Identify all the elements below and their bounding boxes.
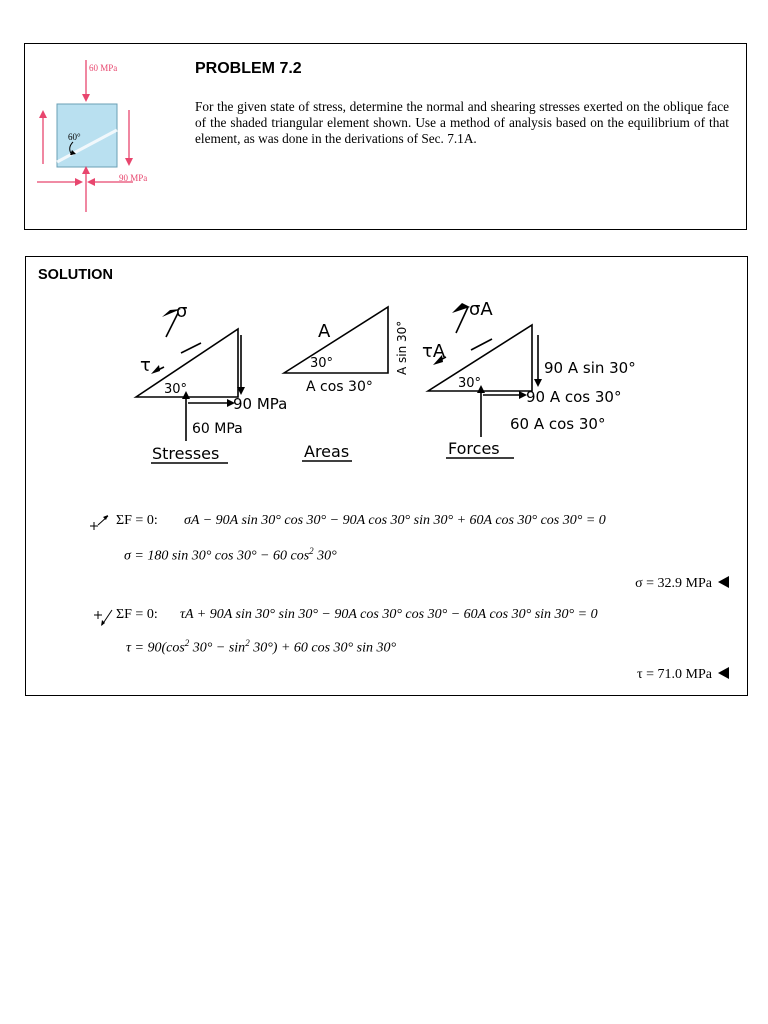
areas-base: A cos 30° bbox=[306, 379, 373, 395]
normal-direction-icon bbox=[88, 513, 114, 531]
problem-title: PROBLEM 7.2 bbox=[195, 60, 302, 77]
areas-hyp: A bbox=[318, 321, 331, 342]
solution-box bbox=[25, 256, 748, 696]
result-marker-icon bbox=[718, 667, 729, 679]
stresses-caption: Stresses bbox=[152, 444, 220, 463]
stresses-angle: 30° bbox=[164, 382, 188, 397]
eq1-prefix: ΣF = 0: bbox=[116, 513, 158, 528]
problem-statement: For the given state of stress, determine the normal and shearing stresses exerted on the oblique face of the shaded triangular element shown. Use a method of analysis based on the equilibrium of that element, as was done in the derivations of Sec. 7.1A. bbox=[195, 99, 729, 146]
stress-element-figure bbox=[33, 52, 183, 227]
stresses-tau: τ bbox=[140, 355, 151, 376]
eq3-prefix: ΣF = 0: bbox=[116, 607, 158, 622]
eq1-sigma-equilibrium: σA − 90A sin 30° cos 30° − 90A cos 30° sin 30° + 60A cos 30° cos 30° = 0 bbox=[184, 513, 606, 528]
forces-v-force2: 60 A cos 30° bbox=[510, 415, 606, 433]
forces-caption: Forces bbox=[448, 439, 500, 458]
forces-tau: τA bbox=[422, 341, 446, 362]
areas-caption: Areas bbox=[304, 442, 350, 461]
solution-title: SOLUTION bbox=[38, 267, 113, 283]
angle-label: 60° bbox=[68, 132, 81, 142]
stresses-sigma: σ bbox=[176, 301, 188, 322]
eq2-sigma-expression: σ = 180 sin 30° cos 30° − 60 $\cos^2 30^\circ$ bbox=[124, 546, 337, 564]
problem-box bbox=[24, 43, 747, 230]
forces-v-force: 90 A sin 30° bbox=[544, 359, 636, 377]
forces-angle: 30° bbox=[458, 376, 482, 391]
stresses-v-load: 60 MPa bbox=[192, 421, 243, 437]
areas-side: A sin 30° bbox=[395, 320, 409, 375]
free-body-sketches bbox=[126, 295, 646, 470]
result-marker-icon bbox=[718, 576, 729, 588]
forces-sigma: σA bbox=[469, 299, 493, 320]
areas-angle: 30° bbox=[310, 356, 334, 371]
eq4-tau-expression: $\tau = 90(\cos^2$ $30^\circ - \sin^2 30^\circ) + 60$ cos 30° sin 30° bbox=[126, 638, 397, 656]
result-sigma: σ = 32.9 MPa bbox=[635, 576, 729, 592]
result-tau: τ = 71.0 MPa bbox=[637, 667, 729, 683]
tangent-direction-icon bbox=[92, 607, 118, 627]
top-stress-label: 60 MPa bbox=[89, 63, 118, 73]
forces-h-force: 90 A cos 30° bbox=[526, 388, 622, 406]
right-stress-label: 90 MPa bbox=[119, 173, 148, 183]
stresses-h-load: 90 MPa bbox=[233, 395, 288, 413]
eq3-tau-equilibrium: τA + 90A sin 30° sin 30° − 90A cos 30° cos 30° − 60A cos 30° sin 30° = 0 bbox=[180, 607, 598, 622]
